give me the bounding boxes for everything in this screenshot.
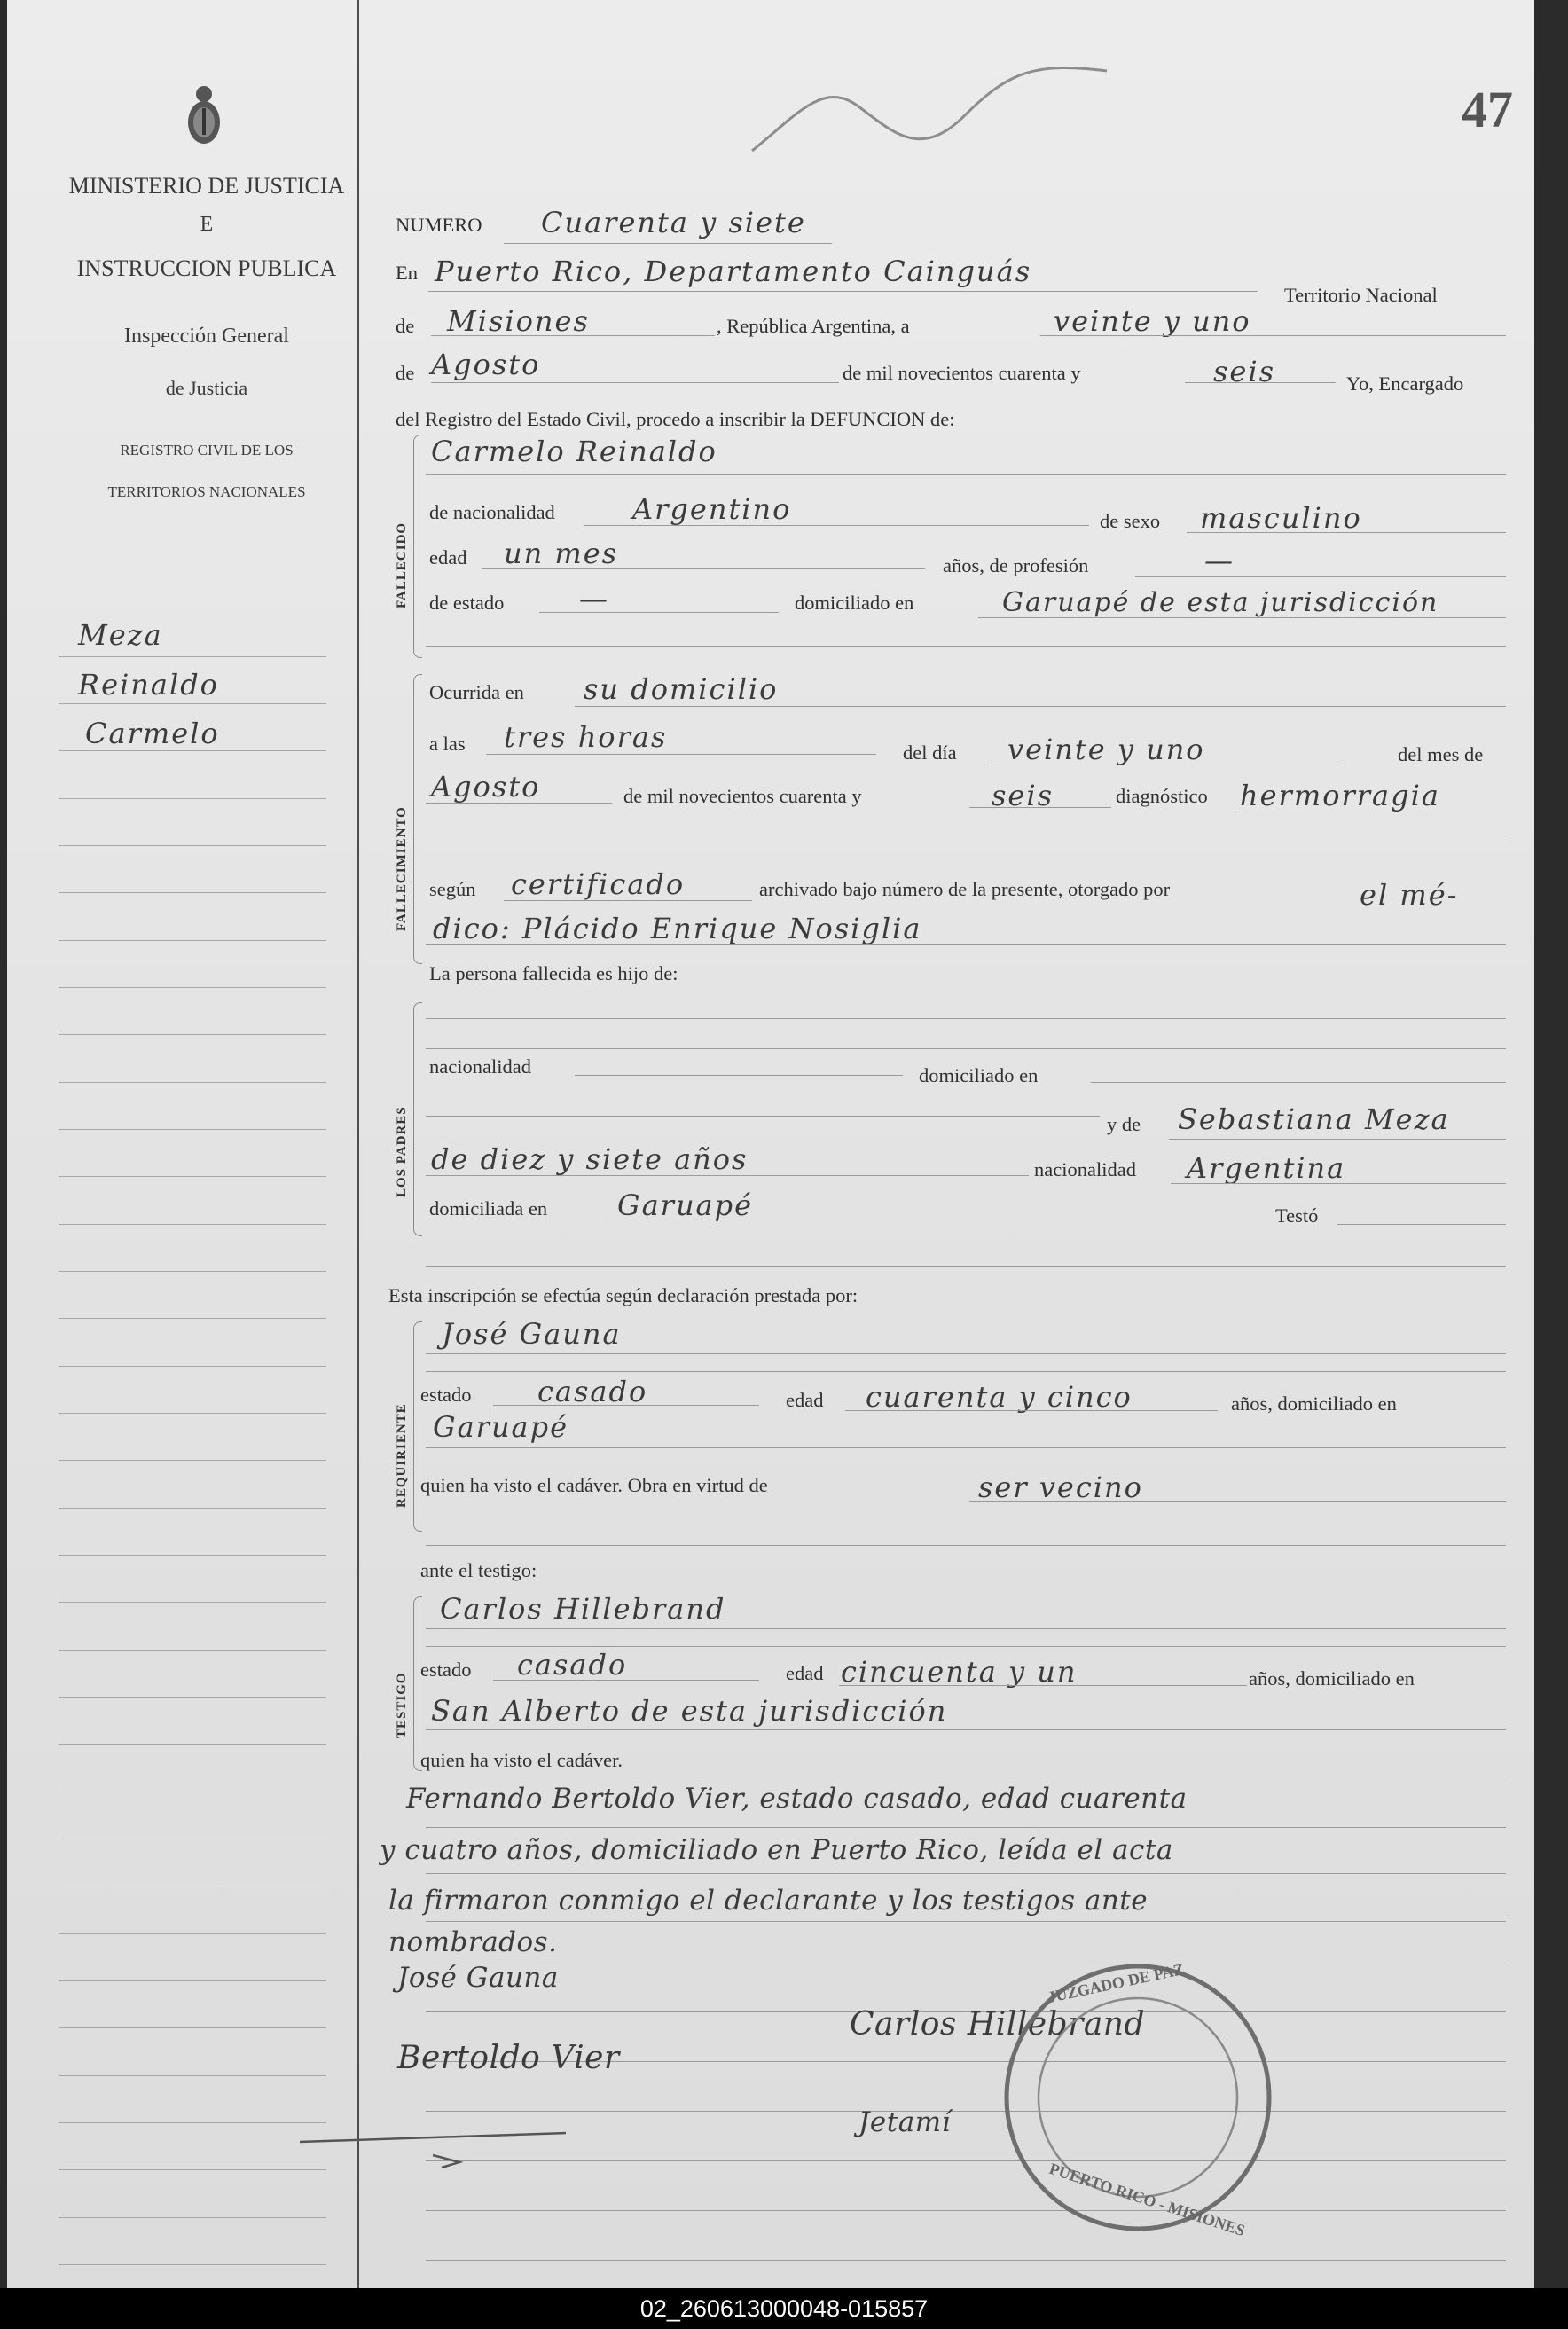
value-madre-nac: Argentina [1187, 1151, 1346, 1185]
label-segun: según [429, 878, 476, 900]
section-testigo: TESTIGO [395, 1672, 409, 1738]
closing-line-3: la firmaron conmigo el declarante y los testigos ante [388, 1885, 1149, 1917]
label-ante-testigo: ante el testigo: [420, 1559, 537, 1581]
value-certificado: certificado [511, 867, 686, 901]
header-de-justicia: de Justicia [165, 377, 248, 399]
value-anio-fallec: seis [992, 779, 1054, 812]
label-testo: Testó [1275, 1204, 1319, 1227]
label-hijo: La persona fallecida es hijo de: [429, 962, 678, 984]
value-decl-edad: cuarenta y cinco [866, 1380, 1133, 1414]
value-estado: — [579, 582, 609, 616]
value-ocurrida: su domicilio [584, 672, 779, 706]
label-nacionalidad3: nacionalidad [1034, 1158, 1136, 1180]
closing-line-4: nombrados. [388, 1926, 558, 1958]
value-mes: Agosto [431, 348, 541, 381]
label-de2: de [396, 362, 415, 384]
value-domicilio: Garuapé de esta jurisdicción [1002, 587, 1439, 618]
margin-name-1: Meza [78, 618, 163, 652]
value-diagnostico: hermorragia [1240, 779, 1440, 812]
value-declarante: José Gauna [442, 1317, 622, 1351]
value-test-dom: San Alberto de esta jurisdicción [431, 1694, 948, 1728]
signature-vier: Bertoldo Vier [397, 2040, 620, 2076]
value-nombre: Carmelo Reinaldo [431, 435, 717, 468]
value-test-estado: casado [517, 1648, 628, 1682]
page-number: 47 [1462, 81, 1513, 138]
header-inspeccion: Inspección General [124, 325, 289, 348]
value-nacionalidad: Argentino [632, 492, 792, 526]
section-fallecido: FALLECIDO [395, 521, 409, 608]
label-diagnostico: diagnóstico [1116, 785, 1208, 807]
value-madre-edad: de diez y siete años [431, 1142, 749, 1176]
header-e: E [200, 213, 214, 236]
label-estado: estado [420, 1384, 472, 1406]
label-domiciliado2: domiciliado en [919, 1064, 1039, 1086]
value-hora: tres horas [504, 720, 668, 754]
signature-declarante: José Gauna [397, 1962, 559, 1994]
value-profesion: — [1204, 544, 1235, 577]
pencil-mark [743, 53, 1116, 182]
label-del-mes: del mes de [1398, 743, 1484, 765]
value-medico2: dico: Plácido Enrique Nosiglia [433, 912, 922, 945]
value-test-edad: cincuenta y un [841, 1655, 1078, 1689]
signature-testigo: Carlos Hillebrand [850, 2006, 1146, 2043]
label-quien-visto: quien ha visto el cadáver. Obra en virtud de [420, 1474, 768, 1496]
label-edad2: edad [786, 1389, 824, 1411]
value-madre: Sebastiana Meza [1178, 1102, 1450, 1136]
label-estado2: estado [420, 1659, 472, 1681]
label-de-estado: de estado [429, 592, 505, 614]
margin-rule [357, 0, 359, 2288]
value-medico1: el mé- [1360, 878, 1459, 912]
label-republica: , República Argentina, a [717, 315, 910, 337]
label-anos-domiciliado: años, domiciliado en [1231, 1392, 1397, 1415]
label-inscripcion: Esta inscripción se efectúa según declaración prestada por: [388, 1284, 858, 1306]
value-dia: veinte y uno [1054, 304, 1251, 338]
label-edad3: edad [786, 1662, 824, 1684]
signature-underline [300, 2120, 761, 2177]
header-instruccion: INSTRUCCION PUBLICA [76, 255, 337, 281]
value-madre-dom: Garuapé [617, 1188, 754, 1222]
label-territorio: Territorio Nacional [1284, 284, 1438, 306]
margin-name-3: Carmelo [85, 717, 220, 750]
label-numero: NUMERO [396, 214, 482, 236]
header-ministry: MINISTERIO DE JUSTICIA [68, 173, 345, 199]
label-anos-domiciliado2: años, domiciliado en [1249, 1667, 1415, 1690]
value-sexo: masculino [1200, 501, 1362, 535]
value-edad: un mes [504, 537, 619, 570]
label-y-de: y de [1107, 1113, 1141, 1135]
label-de: de [396, 315, 415, 337]
label-quien-visto2: quien ha visto el cadáver. [420, 1749, 623, 1771]
label-ocurrida: Ocurrida en [429, 681, 524, 703]
header-territorios: TERRITORIOS NACIONALES [107, 483, 306, 500]
value-testigo: Carlos Hillebrand [440, 1592, 726, 1626]
image-id-bar: 02_260613000048-015857 [0, 2288, 1568, 2329]
value-anio: seis [1213, 355, 1276, 388]
stamp-text-top: JUZGADO DE PAZ [1046, 1959, 1186, 2007]
label-anos-profesion: años, de profesión [943, 554, 1089, 576]
label-mil-nov: de mil novecientos cuarenta y [843, 362, 1081, 384]
value-numero: Cuarenta y siete [541, 206, 806, 239]
section-fallecimiento: FALLECIMIENTO [395, 806, 409, 931]
header-registro: REGISTRO CIVIL DE LOS [120, 442, 294, 459]
closing-line-2: y cuatro años, domiciliado en Puerto Rico, leída el acta [380, 1834, 1173, 1866]
document-page [7, 0, 1534, 2288]
value-territorio: Misiones [447, 304, 590, 338]
label-sexo: de sexo [1100, 510, 1161, 532]
value-decl-obra: ser vecino [978, 1470, 1143, 1504]
value-mes-fallec: Agosto [431, 770, 541, 804]
label-registro: del Registro del Estado Civil, procedo a inscribir la DEFUNCION de: [396, 408, 955, 430]
value-dia-fallec: veinte y uno [1007, 733, 1205, 766]
label-del-dia: del día [903, 741, 957, 764]
signature-encargado: Jetamí [858, 2106, 952, 2138]
section-padres: LOS PADRES [395, 1106, 409, 1197]
label-mil-nov2: de mil novecientos cuarenta y [623, 785, 862, 807]
margin-name-2: Reinaldo [78, 668, 219, 702]
coat-of-arms [181, 82, 227, 157]
stamp-text-bottom: PUERTO RICO - MISIONES [1047, 2159, 1248, 2240]
label-domiciliada: domiciliada en [429, 1197, 548, 1219]
section-requiriente: REQUIRIENTE [395, 1403, 409, 1508]
label-a-las: a las [429, 733, 466, 755]
label-nacionalidad: de nacionalidad [429, 501, 555, 523]
label-nacionalidad2: nacionalidad [429, 1055, 531, 1078]
closing-line-1: Fernando Bertoldo Vier, estado casado, edad cuarenta [406, 1783, 1188, 1815]
value-decl-estado: casado [537, 1375, 648, 1408]
label-edad: edad [429, 546, 467, 569]
label-archivado: archivado bajo número de la presente, otorgado por [759, 878, 1171, 900]
value-decl-dom: Garuapé [433, 1410, 569, 1444]
value-lugar: Puerto Rico, Departamento Cainguás [435, 255, 1032, 288]
label-domiciliado-en: domiciliado en [795, 592, 914, 614]
label-en: En [396, 262, 418, 284]
label-yo: Yo, Encargado [1346, 372, 1464, 395]
